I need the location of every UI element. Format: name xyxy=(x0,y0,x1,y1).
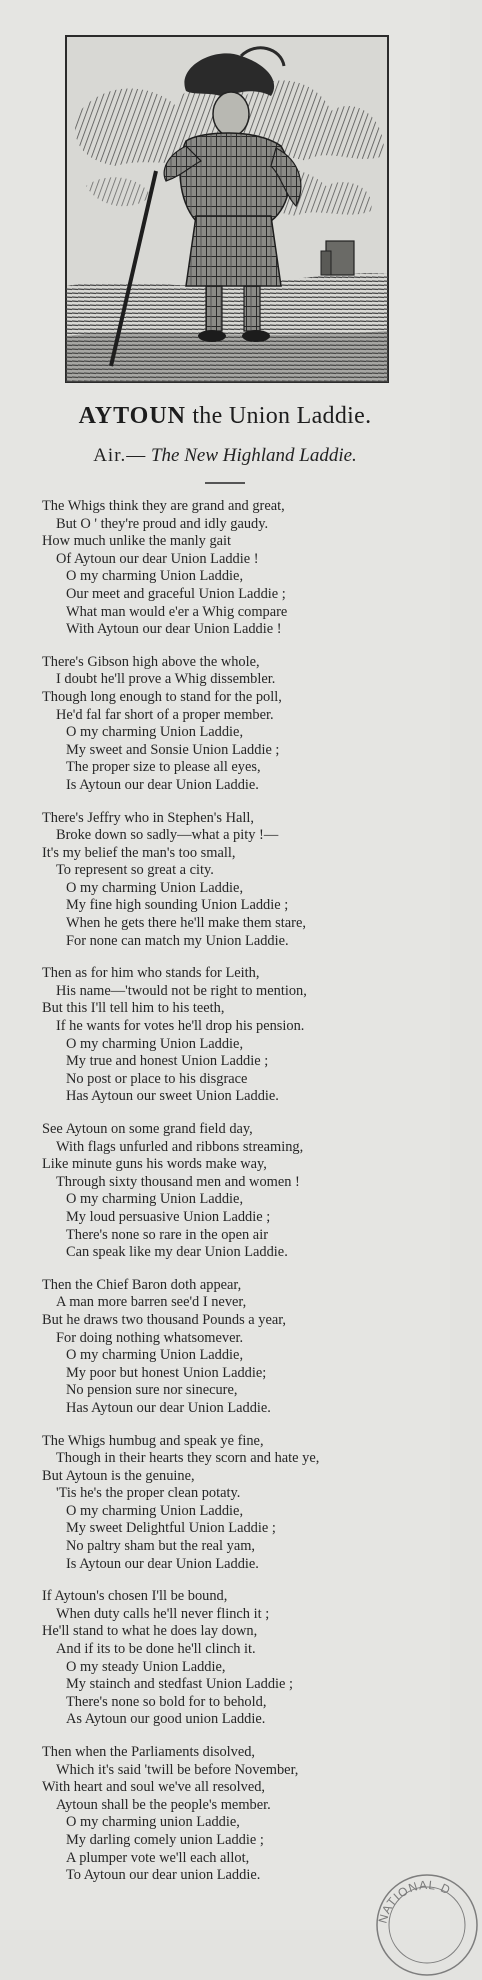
chorus-line: Has Aytoun our dear Union Laddie. xyxy=(66,1399,271,1416)
verse-line: When duty calls he'll never flinch it ; xyxy=(56,1605,270,1622)
verse-line: With flags unfurled and ribbons streaming, xyxy=(56,1138,304,1155)
stanza xyxy=(0,498,450,639)
chorus-line: O my charming Union Laddie, xyxy=(66,1191,244,1208)
title-rest: the Union Laddie. xyxy=(192,403,372,429)
stanza xyxy=(0,965,450,1106)
verse-line: He'll stand to what he does lay down, xyxy=(42,1623,258,1640)
verse-line: There's Gibson high above the whole, xyxy=(42,653,260,670)
chorus-line: My loud persuasive Union Laddie ; xyxy=(66,1208,271,1225)
verse-line: His name—'twould not be right to mention, xyxy=(56,982,307,999)
chorus-line: For none can match my Union Laddie. xyxy=(66,932,289,949)
verse-line: The Whigs humbug and speak ye fine, xyxy=(42,1432,264,1449)
chorus-line: My darling comely union Laddie ; xyxy=(66,1831,264,1848)
verse-line: 'Tis he's the proper clean potaty. xyxy=(56,1485,241,1502)
verse-line: But Aytoun is the genuine, xyxy=(42,1467,195,1484)
verse-line: Like minute guns his words make way, xyxy=(42,1156,267,1173)
song-verses xyxy=(0,498,450,1900)
verse-line: The Whigs think they are grand and great, xyxy=(42,498,285,514)
verse-line: Broke down so sadly—what a pity !— xyxy=(56,827,279,844)
verse-line: But this I'll tell him to his teeth, xyxy=(42,1000,225,1017)
chorus-line: No paltry sham but the real yam, xyxy=(66,1538,256,1555)
verse-line: For doing nothing whatsomever. xyxy=(56,1329,244,1346)
verse-line: If he wants for votes he'll drop his pension. xyxy=(56,1018,305,1035)
air-line xyxy=(0,445,450,467)
chorus-line: Has Aytoun our sweet Union Laddie. xyxy=(66,1088,279,1105)
chorus-line: O my charming Union Laddie, xyxy=(66,879,244,896)
verse-line: Then the Chief Baron doth appear, xyxy=(42,1276,242,1293)
verse-line: To represent so great a city. xyxy=(56,862,214,879)
verse-line: How much unlike the manly gait xyxy=(42,533,232,550)
verse-line: A man more barren see'd I never, xyxy=(56,1294,247,1311)
chorus-line: No post or place to his disgrace xyxy=(66,1070,248,1087)
title-name: AYTOUN xyxy=(78,403,186,429)
chorus-line: My sweet and Sonsie Union Laddie ; xyxy=(66,741,280,758)
verse-line: Then when the Parliaments disolved, xyxy=(42,1744,256,1760)
chorus-line: The proper size to please all eyes, xyxy=(66,759,261,776)
library-stamp-icon xyxy=(372,1870,482,1980)
chorus-line: What man would e'er a Whig compare xyxy=(66,603,288,620)
chorus-line: O my charming Union Laddie, xyxy=(66,724,244,741)
chorus-line: My true and honest Union Laddie ; xyxy=(66,1053,269,1070)
verse-line: Through sixty thousand men and women ! xyxy=(56,1173,300,1190)
highlander-woodcut-icon xyxy=(66,36,388,382)
air-label: Air.— xyxy=(93,445,147,466)
stanza xyxy=(0,1121,450,1262)
verse-line: Aytoun shall be the people's member. xyxy=(56,1796,271,1813)
stanza xyxy=(0,1277,450,1418)
chorus-line: My stainch and stedfast Union Laddie ; xyxy=(66,1676,294,1693)
chorus-line: O my charming union Laddie, xyxy=(66,1814,240,1831)
chorus-line: O my charming Union Laddie, xyxy=(66,568,244,585)
chorus-line: When he gets there he'll make them stare, xyxy=(66,915,306,932)
chorus-line: To Aytoun our dear union Laddie. xyxy=(66,1867,261,1884)
chorus-line: Our meet and graceful Union Laddie ; xyxy=(66,585,286,602)
verse-line: And if its to be done he'll clinch it. xyxy=(56,1641,256,1658)
chorus-line: O my charming Union Laddie, xyxy=(66,1347,244,1364)
broadside-title xyxy=(0,403,450,430)
verse-line: Which it's said 'twill be before November, xyxy=(56,1761,299,1778)
chorus-line: My fine high sounding Union Laddie ; xyxy=(66,897,289,914)
title-divider xyxy=(205,482,245,484)
air-tune: The New Highland Laddie. xyxy=(150,445,357,466)
chorus-line: No pension sure nor sinecure, xyxy=(66,1382,238,1399)
verse-line: I doubt he'll prove a Whig dissembler. xyxy=(56,671,276,688)
verse-line: There's Jeffry who in Stephen's Hall, xyxy=(42,809,254,826)
verse-line: Of Aytoun our dear Union Laddie ! xyxy=(56,550,259,567)
chorus-line: There's none so rare in the open air xyxy=(66,1226,268,1243)
stanza xyxy=(0,1433,450,1574)
stanza xyxy=(0,1744,450,1885)
stanza xyxy=(0,1588,450,1729)
verse-line: With heart and soul we've all resolved, xyxy=(42,1779,265,1796)
chorus-line: My poor but honest Union Laddie; xyxy=(66,1364,267,1381)
verse-line: It's my belief the man's too small, xyxy=(42,844,236,861)
chorus-line: O my charming Union Laddie, xyxy=(66,1502,244,1519)
chorus-line: A plumper vote we'll each allot, xyxy=(66,1849,250,1866)
verse-line: But he draws two thousand Pounds a year, xyxy=(42,1311,287,1328)
chorus-line: Is Aytoun our dear Union Laddie. xyxy=(66,1555,259,1572)
verse-line: See Aytoun on some grand field day, xyxy=(42,1121,253,1137)
chorus-line: Can speak like my dear Union Laddie. xyxy=(66,1244,288,1261)
svg-text:NATIONAL D xyxy=(376,1878,454,1925)
stanza xyxy=(0,810,450,951)
verse-line: But O ' they're proud and idly gaudy. xyxy=(56,515,269,532)
chorus-line: My sweet Delightful Union Laddie ; xyxy=(66,1520,276,1537)
stanza xyxy=(0,654,450,795)
chorus-line: O my steady Union Laddie, xyxy=(66,1658,226,1675)
woodcut-illustration xyxy=(66,36,388,382)
chorus-line: O my charming Union Laddie, xyxy=(66,1035,244,1052)
stamp-text: NATIONAL D xyxy=(375,1877,454,1925)
chorus-line: As Aytoun our good union Laddie. xyxy=(66,1711,266,1728)
verse-line: He'd fal far short of a proper member. xyxy=(56,706,274,723)
chorus-line: With Aytoun our dear Union Laddie ! xyxy=(66,621,282,638)
verse-line: Then as for him who stands for Leith, xyxy=(42,965,260,982)
verse-line: Though in their hearts they scorn and hate ye, xyxy=(56,1450,320,1467)
chorus-line: Is Aytoun our dear Union Laddie. xyxy=(66,776,259,793)
library-stamp xyxy=(372,1870,482,1980)
verse-line: Though long enough to stand for the poll, xyxy=(42,688,282,705)
verse-line: If Aytoun's chosen I'll be bound, xyxy=(42,1588,228,1605)
chorus-line: There's none so bold for to behold, xyxy=(66,1693,267,1710)
